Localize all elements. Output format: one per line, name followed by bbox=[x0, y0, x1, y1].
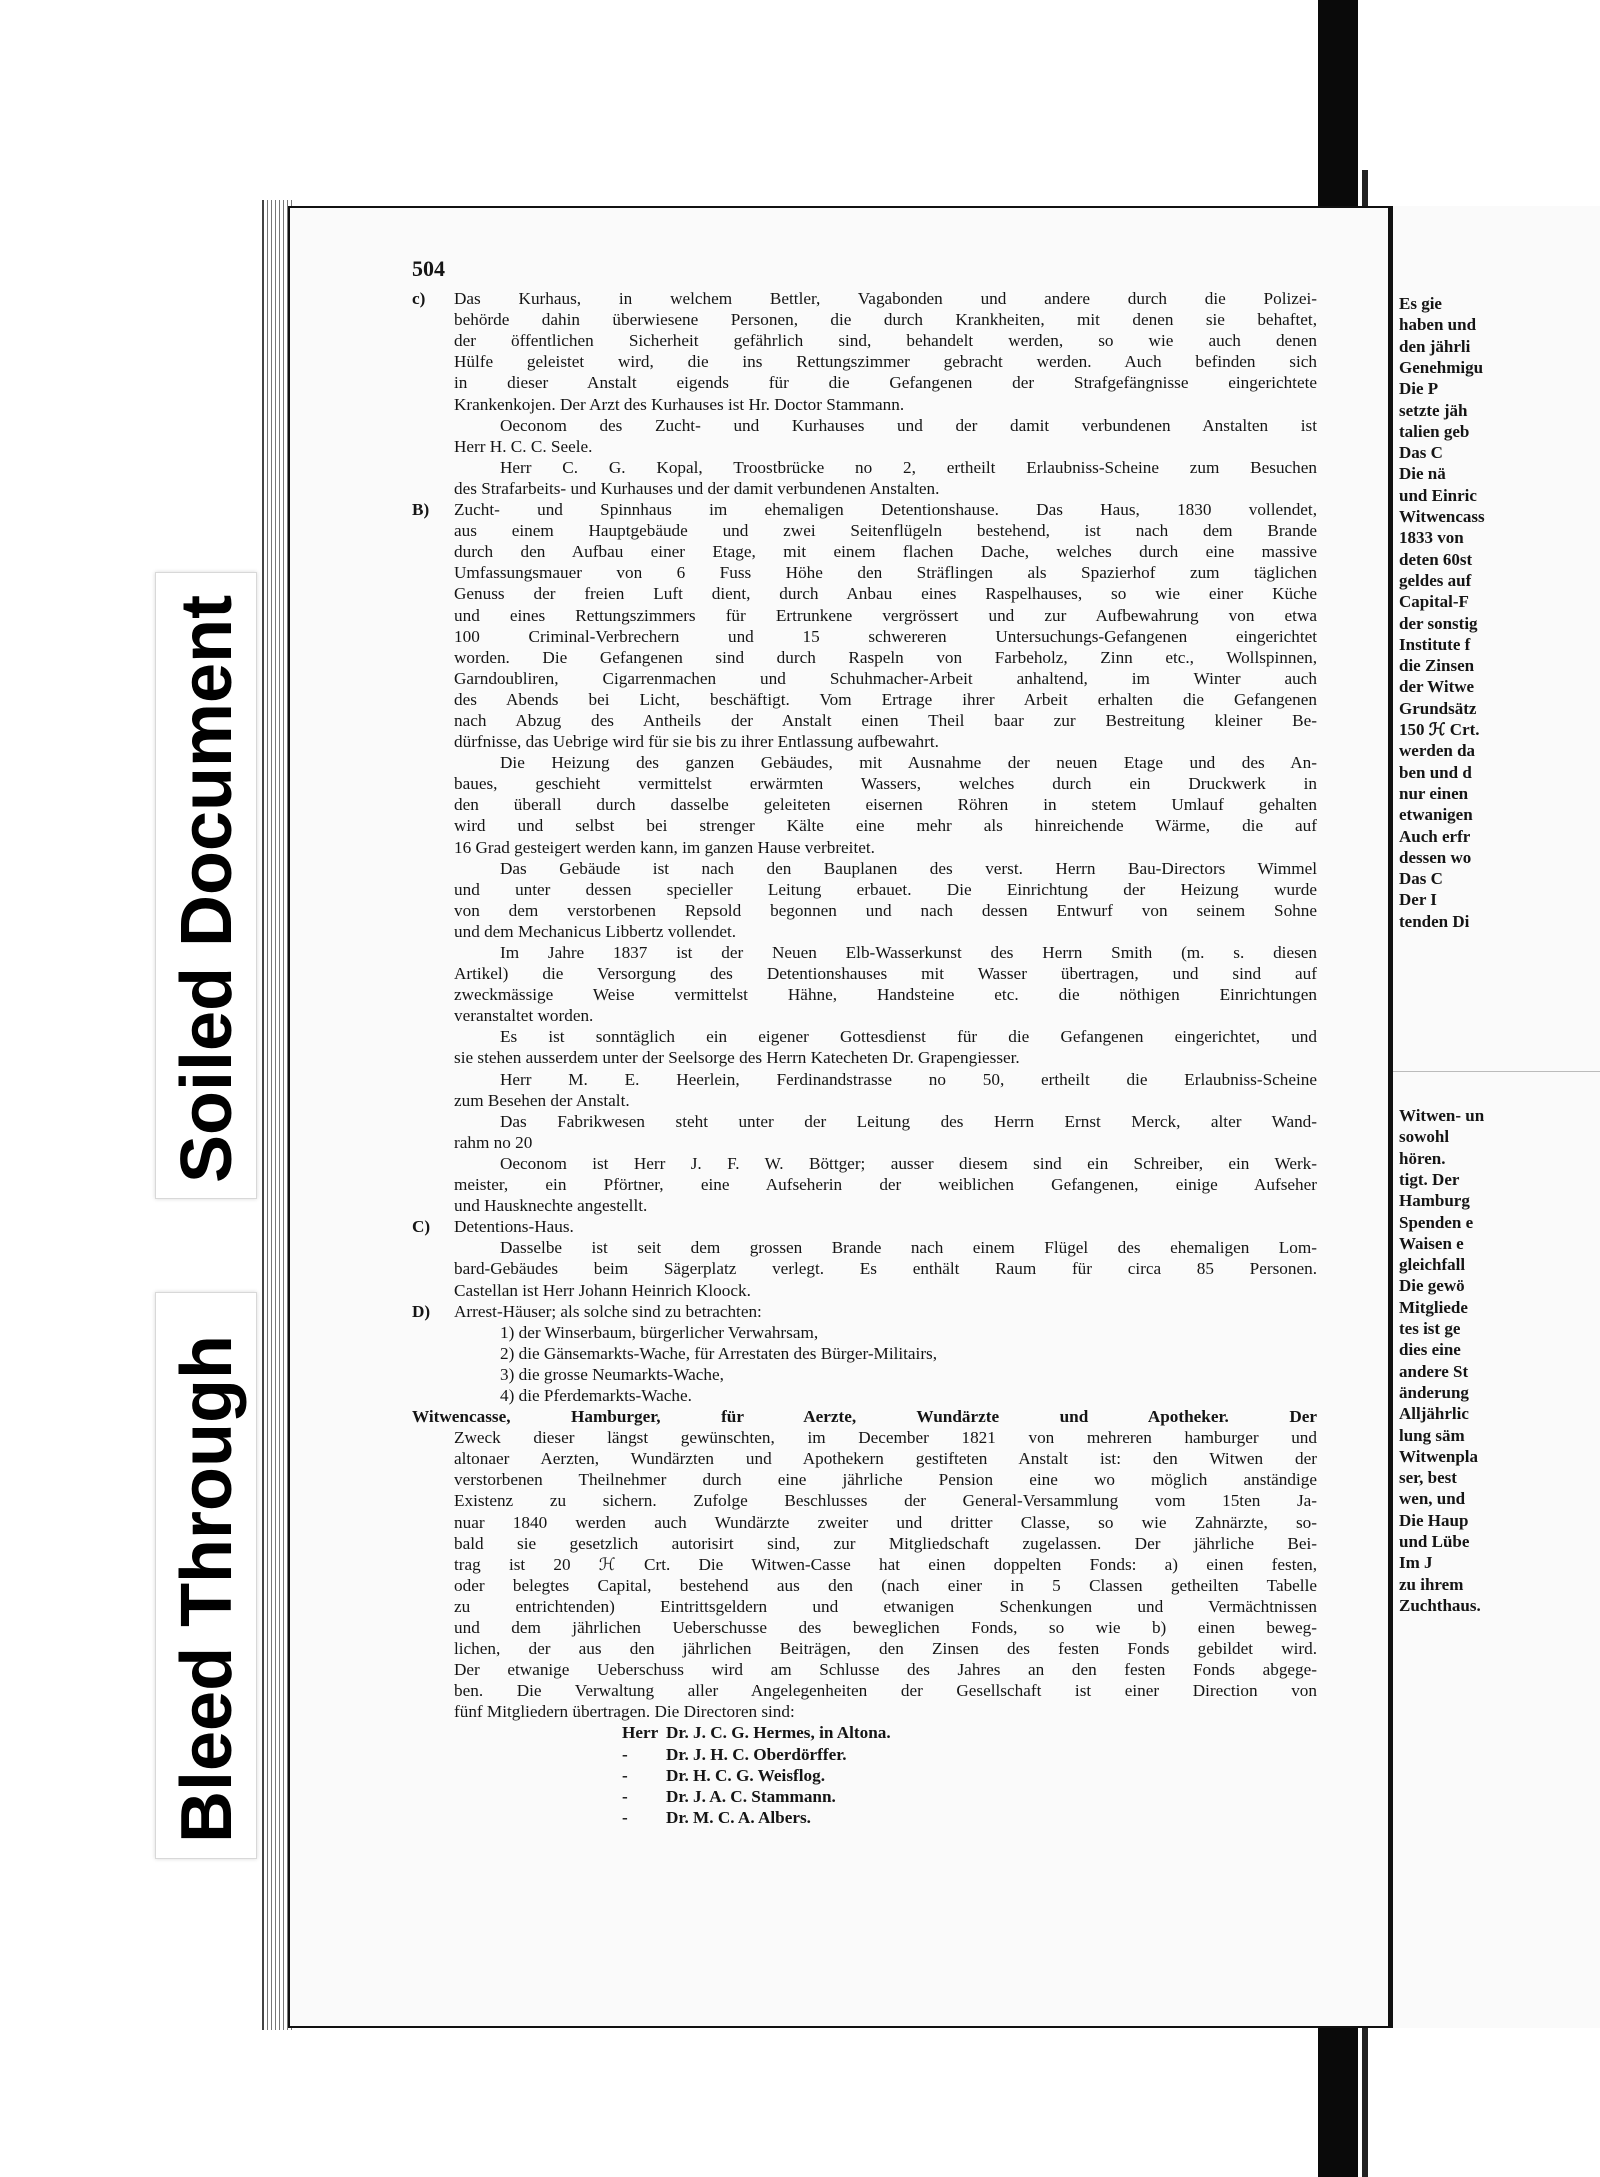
line-text: und Hausknechte angestellt. bbox=[454, 1196, 648, 1216]
text-line bbox=[454, 520, 1317, 541]
director-prefix: - bbox=[622, 1807, 628, 1827]
line-text: 100 Criminal-Verbrechern und 15 schwereren Untersuchungs-Gefangenen eingerichtet bbox=[454, 626, 1317, 646]
right-page-fragment: haben und bbox=[1399, 315, 1477, 335]
page-text bbox=[412, 258, 1317, 1828]
right-page-fragment: der sonstig bbox=[1399, 613, 1478, 633]
text-line bbox=[454, 1195, 1317, 1216]
text-line bbox=[454, 309, 1317, 330]
text-line bbox=[454, 837, 1317, 858]
right-page-fragment: sowohl bbox=[1399, 1127, 1450, 1147]
right-page-fragment: Spenden e bbox=[1399, 1212, 1474, 1232]
text-line bbox=[454, 415, 1317, 436]
text-line bbox=[454, 647, 1317, 668]
text-line bbox=[454, 351, 1317, 372]
right-page-fragment: etwanigen bbox=[1399, 805, 1473, 825]
right-page-fragment: Waisen e bbox=[1399, 1233, 1464, 1253]
text-line bbox=[454, 773, 1317, 794]
page-number: 504 bbox=[412, 256, 445, 281]
line-text: veranstaltet worden. bbox=[454, 1006, 594, 1026]
right-page-fragment: Das C bbox=[1399, 869, 1443, 889]
right-page-fragment: Auch erfr bbox=[1399, 826, 1471, 846]
line-text: behörde dahin überwiesene Personen, die durch Krankheiten, mit denen sie behaftet, bbox=[454, 310, 1317, 330]
soiled-document-label: Soiled Document bbox=[167, 594, 247, 1183]
text-line bbox=[454, 605, 1317, 626]
line-text: wird und selbst bei strenger Kälte eine mehr als hinreichende Wärme, die auf bbox=[454, 816, 1317, 836]
director-line bbox=[412, 1786, 1317, 1807]
right-page-fragment: tenden Di bbox=[1399, 911, 1470, 931]
text-line bbox=[454, 1047, 1317, 1068]
line-text: rahm no 20 bbox=[454, 1132, 533, 1152]
line-text: zweckmässige Weise vermittelst Hähne, Handsteine etc. die nöthigen Einrichtungen bbox=[454, 985, 1317, 1005]
entry-marker: D) bbox=[412, 1301, 431, 1321]
right-page-fragment: wen, und bbox=[1399, 1489, 1466, 1509]
witwencasse-line: altonaer Aerzten, Wundärzten und Apothekern gestifteten Anstalt ist: den Witwen der bbox=[454, 1449, 1317, 1469]
entry-block bbox=[412, 288, 1317, 499]
line-text: Im Jahre 1837 ist der Neuen Elb-Wasserkunst des Herrn Smith (m. s. diesen bbox=[500, 943, 1317, 962]
line-text: der öffentlichen Sicherheit gefährlich sind, behandelt werden, so wie auch denen bbox=[454, 331, 1317, 351]
director-prefix: - bbox=[622, 1744, 628, 1764]
right-page-fragment: dessen wo bbox=[1399, 847, 1472, 867]
bleed-through-label-box bbox=[155, 1292, 257, 1859]
witwencasse-line: oder belegtes Capital, bestehend aus den (nach einer in 5 Classen getheilten Tabelle bbox=[454, 1575, 1317, 1595]
line-text: Dasselbe ist seit dem grossen Brande nach einem Flügel des ehemaligen Lom- bbox=[500, 1238, 1317, 1258]
line-text: nach Abzug des Antheils der Anstalt einen Theil baar zur Bestreitung kleiner Be- bbox=[454, 710, 1317, 730]
right-page-fragment: Witwenpla bbox=[1399, 1446, 1479, 1466]
line-text: des Abends bei Licht, beschäftigt. Vom Ertrage ihrer Arbeit erhalten die Gefangenen bbox=[454, 689, 1317, 709]
text-line bbox=[412, 288, 1317, 309]
right-page-fragment: geldes auf bbox=[1399, 570, 1472, 590]
right-page-fragment: Es gie bbox=[1399, 294, 1442, 313]
text-line bbox=[454, 1280, 1317, 1301]
witwencasse-line: Existenz zu sichern. Zufolge Beschlusses der General-Versammlung vom 15ten Ja- bbox=[454, 1491, 1317, 1511]
witwencasse-line: nuar 1840 werden auch Wundärzte zweiter und dritter Classe, so wie Zahnärzte, so- bbox=[454, 1512, 1317, 1532]
text-line bbox=[454, 1090, 1317, 1111]
line-text: und eines Rettungszimmers für Ertrunkene vergrössert und zur Aufbewahrung von etwa bbox=[454, 605, 1317, 625]
witwencasse-line: Der etwanige Ueberschuss wird am Schlusse des Jahres an den festen Fonds abgege- bbox=[454, 1660, 1317, 1680]
text-line bbox=[454, 900, 1317, 921]
right-page-fragment: Grundsätz bbox=[1399, 698, 1477, 718]
line-text: aus einem Hauptgebäude und zwei Seitenflügeln bestehend, ist nach dem Brande bbox=[454, 521, 1317, 541]
line-text: sie stehen ausserdem unter der Seelsorge des Herrn Katecheten Dr. Grapengiesser. bbox=[454, 1048, 1020, 1068]
right-page-fragment: Witwencass bbox=[1399, 507, 1485, 526]
text-line bbox=[454, 710, 1317, 731]
director-line bbox=[412, 1765, 1317, 1786]
text-line bbox=[454, 1111, 1317, 1132]
witwencasse-entry bbox=[412, 1406, 1317, 1722]
text-line bbox=[454, 1026, 1317, 1047]
right-page-fragment: hören. bbox=[1399, 1148, 1446, 1168]
line-text: von dem verstorbenen Repsold begonnen und nach dessen Entwurf von seinem Sohne bbox=[454, 900, 1317, 920]
right-page-fragment: Capital-F bbox=[1399, 592, 1469, 612]
text-line bbox=[454, 963, 1317, 984]
text-line bbox=[454, 583, 1317, 604]
right-page-fragment: Institute f bbox=[1399, 634, 1471, 654]
line-text: den überall durch dasselbe geleiteten eisernen Röhren in stetem Umlauf gehalten bbox=[454, 795, 1317, 815]
right-page-fragment: Hamburg bbox=[1399, 1191, 1470, 1211]
soiled-document-label-box bbox=[155, 572, 257, 1199]
text-line bbox=[454, 1069, 1317, 1090]
witwencasse-line: und dem jährlichen Ueberschusse des beweglichen Fonds, so wie b) einen beweg- bbox=[454, 1618, 1317, 1637]
entry-marker: c) bbox=[412, 289, 426, 309]
line-text: Die Heizung des ganzen Gebäudes, mit Ausnahme der neuen Etage und des An- bbox=[500, 753, 1317, 773]
witwencasse-line: zu entrichtenden) Eintrittsgeldern und etwanigen Schenkungen und Vermächtnissen bbox=[454, 1596, 1317, 1616]
line-text: Umfassungsmauer von 6 Fuss Höhe den Sträflingen als Spazierhof zum täglichen bbox=[454, 563, 1317, 583]
directors-list bbox=[412, 1722, 1317, 1827]
director-name: Dr. J. A. C. Stammann. bbox=[666, 1786, 836, 1806]
right-page-fragment: ser, best bbox=[1399, 1468, 1457, 1488]
line-text: Krankenkojen. Der Arzt des Kurhauses ist Hr. Doctor Stammann. bbox=[454, 394, 905, 414]
right-page-fragment: änderung bbox=[1399, 1382, 1469, 1402]
right-page-fragment: tes ist ge bbox=[1399, 1319, 1461, 1338]
right-page-fragment: Im J bbox=[1399, 1553, 1433, 1573]
line-text: worden. Die Gefangenen sind durch Raspeln von Farbeholz, Zinn etc., Wollspinnen, bbox=[454, 647, 1317, 667]
right-page-fragment: 1833 von bbox=[1399, 528, 1464, 548]
text-line bbox=[454, 984, 1317, 1005]
line-text: und unter dessen specieller Leitung erbauet. Die Einrichtung der Heizung wurde bbox=[454, 879, 1317, 899]
entries bbox=[412, 288, 1317, 1322]
text-line bbox=[454, 1237, 1317, 1258]
line-text: bard-Gebäudes beim Sägerplatz verlegt. Es enthält Raum für circa 85 Personen. bbox=[454, 1259, 1317, 1279]
text-line bbox=[454, 794, 1317, 815]
text-line bbox=[454, 478, 1317, 499]
text-line bbox=[454, 626, 1317, 647]
right-page-fragment: lung säm bbox=[1399, 1425, 1465, 1445]
text-line bbox=[412, 499, 1317, 520]
director-line bbox=[412, 1744, 1317, 1765]
text-line bbox=[412, 1216, 1317, 1237]
right-page-fragment: der Witwe bbox=[1399, 677, 1475, 697]
entry-marker: B) bbox=[412, 500, 430, 520]
right-page-fragment: Der I bbox=[1399, 890, 1437, 910]
witwencasse-line: Witwencasse, Hamburger, für Aerzte, Wundärzte und Apotheker. Der bbox=[412, 1407, 1317, 1427]
line-text: Das Fabrikwesen steht unter der Leitung des Herrn Ernst Merck, alter Wand- bbox=[500, 1111, 1317, 1131]
line-text: durch den Aufbau einer Etage, mit einem flachen Dache, welches durch eine massive bbox=[454, 542, 1317, 562]
text-line bbox=[454, 330, 1317, 351]
right-page-fragment: Mitgliede bbox=[1399, 1297, 1468, 1317]
text-line bbox=[454, 1005, 1317, 1026]
right-page-fragment: setzte jäh bbox=[1399, 400, 1468, 420]
witwencasse-line: Zweck dieser längst gewünschten, im December 1821 von mehreren hamburger und bbox=[454, 1428, 1317, 1448]
text-line bbox=[454, 436, 1317, 457]
right-page-fragment: den jährli bbox=[1399, 336, 1471, 356]
text-line bbox=[454, 921, 1317, 942]
right-page-fragment: Alljährlic bbox=[1399, 1404, 1469, 1424]
line-text: Hülfe geleistet wird, die ins Rettungszimmer gebracht werden. Auch befinden sich bbox=[454, 352, 1317, 372]
text-line bbox=[454, 1153, 1317, 1174]
arrest-house-item: 1) der Winserbaum, bürgerlicher Verwahrsam, bbox=[500, 1322, 819, 1342]
right-page-fragment: und Lübe bbox=[1399, 1532, 1470, 1551]
arrest-house-item: 2) die Gänsemarkts-Wache, für Arrestaten des Bürger-Militairs, bbox=[500, 1343, 938, 1363]
arrest-house-item: 3) die grosse Neumarkts-Wache, bbox=[500, 1364, 724, 1384]
text-line bbox=[454, 942, 1317, 963]
arrest-house-item: 4) die Pferdemarkts-Wache. bbox=[500, 1385, 692, 1405]
line-text: Herr C. G. Kopal, Troostbrücke no 2, ertheilt Erlaubniss-Scheine zum Besuchen bbox=[500, 457, 1317, 477]
line-text: meister, ein Pförtner, eine Aufseherin der weiblichen Gefangenen, einige Aufseher bbox=[454, 1175, 1317, 1195]
director-name: Dr. J. C. G. Hermes, in Altona. bbox=[666, 1723, 891, 1743]
right-page-fragment: 150 ℋ Crt. bbox=[1399, 720, 1480, 739]
line-text: Zucht- und Spinnhaus im ehemaligen Detentionshause. Das Haus, 1830 vollendet, bbox=[454, 500, 1317, 520]
text-line bbox=[454, 752, 1317, 773]
line-text: Arrest-Häuser; als solche sind zu betrachten: bbox=[454, 1301, 762, 1321]
text-line bbox=[454, 668, 1317, 689]
right-page-fragment: deten 60st bbox=[1399, 549, 1473, 569]
text-line bbox=[454, 689, 1317, 710]
line-text: in dieser Anstalt eigends für die Gefangenen der Strafgefängnisse eingerichtete bbox=[454, 373, 1317, 393]
right-page-fragment: und Einric bbox=[1399, 485, 1477, 505]
witwencasse-line: bald sie gesetzlich autorisirt sind, zur Mitgliedschaft zugelassen. Der jährliche Bei- bbox=[454, 1533, 1317, 1553]
line-text: Das Gebäude ist nach den Bauplanen des verst. Herrn Bau-Directors Wimmel bbox=[500, 858, 1317, 878]
text-line bbox=[454, 731, 1317, 752]
line-text: Oeconom des Zucht- und Kurhauses und der damit verbundenen Anstalten ist bbox=[500, 415, 1317, 435]
bleed-through-label: Bleed Through bbox=[167, 1335, 247, 1843]
line-text: Artikel) die Versorgung des Detentionshauses mit Wasser übertragen, und sind auf bbox=[454, 964, 1317, 984]
right-page bbox=[1390, 206, 1600, 2028]
line-text: und dem Mechanicus Libbertz vollendet. bbox=[454, 921, 737, 941]
entry-block bbox=[412, 499, 1317, 1216]
text-line bbox=[454, 858, 1317, 879]
right-page-fragment: Zuchthaus. bbox=[1399, 1595, 1481, 1615]
line-text: baues, geschieht vermittelst erwärmten Wassers, welches durch ein Druckwerk in bbox=[454, 774, 1317, 794]
right-page-fragment: tigt. Der bbox=[1399, 1169, 1460, 1189]
right-page-fragment: Das C bbox=[1399, 443, 1443, 463]
line-text: Garndoubliren, Cigarrenmachen und Schuhmacher-Arbeit anhaltend, im Winter auch bbox=[454, 668, 1317, 688]
text-line bbox=[454, 815, 1317, 836]
right-page-fragment: Die gewö bbox=[1399, 1276, 1465, 1296]
witwencasse-line: lichen, der aus den jährlichen Beiträgen, den Zinsen des festen Fonds gebildet wird. bbox=[454, 1639, 1317, 1659]
right-page-fragment: zu ihrem bbox=[1399, 1574, 1464, 1594]
right-page-fragment: werden da bbox=[1399, 741, 1476, 761]
text-line bbox=[454, 541, 1317, 562]
right-page-fragment: gleichfall bbox=[1399, 1255, 1466, 1275]
witwencasse-line: verstorbenen Theilnehmer durch eine jährliche Pension eine wo möglich anständige bbox=[454, 1470, 1317, 1490]
line-text: zum Besehen der Anstalt. bbox=[454, 1090, 630, 1110]
witwencasse-line: fünf Mitgliedern übertragen. Die Directoren sind: bbox=[454, 1702, 795, 1722]
text-line bbox=[454, 372, 1317, 393]
director-name: Dr. J. H. C. Oberdörffer. bbox=[666, 1744, 847, 1764]
director-prefix: - bbox=[622, 1786, 628, 1806]
right-page-fragment: ben und d bbox=[1399, 762, 1472, 782]
line-text: Herr H. C. C. Seele. bbox=[454, 436, 593, 456]
line-text: 16 Grad gesteigert werden kann, im ganzen Hause verbreitet. bbox=[454, 837, 875, 857]
entry-marker: C) bbox=[412, 1217, 431, 1237]
text-line bbox=[412, 1301, 1317, 1322]
entry-block bbox=[412, 1216, 1317, 1300]
line-text: dürfnisse, das Uebrige wird für sie bis zu ihrer Entlassung aufbewahrt. bbox=[454, 732, 939, 752]
right-page-fragment: nur einen bbox=[1399, 783, 1469, 803]
right-page-fragment: dies eine bbox=[1399, 1340, 1461, 1360]
line-text: Genuss der freien Luft dient, durch Anbau eines Raspelhauses, so wie einer Küche bbox=[454, 584, 1317, 604]
witwencasse-line: ben. Die Verwaltung aller Angelegenheiten der Gesellschaft ist einer Direction von bbox=[454, 1681, 1317, 1701]
right-page-fragment: andere St bbox=[1399, 1361, 1469, 1381]
text-line bbox=[454, 394, 1317, 415]
entry-block bbox=[412, 1301, 1317, 1322]
line-text: des Strafarbeits- und Kurhauses und der damit verbundenen Anstalten. bbox=[454, 478, 940, 498]
line-text: Detentions-Haus. bbox=[454, 1217, 574, 1237]
director-name: Dr. H. C. G. Weisflog. bbox=[666, 1765, 825, 1785]
right-page-fragment: Witwen- un bbox=[1399, 1106, 1485, 1125]
director-line bbox=[412, 1722, 1317, 1743]
arrest-house-list bbox=[412, 1322, 1317, 1406]
right-page-fragment: die Zinsen bbox=[1399, 656, 1475, 676]
director-name: Dr. M. C. A. Albers. bbox=[666, 1807, 811, 1827]
right-page-divider bbox=[1393, 1071, 1600, 1072]
director-prefix: Herr bbox=[622, 1723, 659, 1743]
text-line bbox=[454, 879, 1317, 900]
right-page-fragment: Genehmigu bbox=[1399, 357, 1484, 377]
line-text: Es ist sonntäglich ein eigener Gottesdienst für die Gefangenen eingerichtet, und bbox=[500, 1027, 1317, 1047]
text-line bbox=[454, 562, 1317, 583]
right-page-fragment: Die Haup bbox=[1399, 1510, 1469, 1530]
text-line bbox=[454, 1174, 1317, 1195]
text-line bbox=[454, 457, 1317, 478]
right-page-fragment: talien geb bbox=[1399, 421, 1470, 441]
director-line bbox=[412, 1807, 1317, 1828]
line-text: Castellan ist Herr Johann Heinrich Kloock. bbox=[454, 1280, 751, 1300]
director-prefix: - bbox=[622, 1765, 628, 1785]
line-text: Das Kurhaus, in welchem Bettler, Vagabonden und andere durch die Polizei- bbox=[454, 289, 1317, 309]
right-page-fragment: Die nä bbox=[1399, 464, 1446, 484]
text-line bbox=[454, 1258, 1317, 1279]
text-line bbox=[454, 1132, 1317, 1153]
right-page-fragment: Die P bbox=[1399, 379, 1439, 399]
witwencasse-line: trag ist 20 ℋ Crt. Die Witwen-Casse hat einen doppelten Fonds: a) einen festen, bbox=[454, 1554, 1317, 1574]
line-text: Herr M. E. Heerlein, Ferdinandstrasse no 50, ertheilt die Erlaubniss-Scheine bbox=[500, 1069, 1317, 1089]
line-text: Oeconom ist Herr J. F. W. Böttger; ausser diesem sind ein Schreiber, ein Werk- bbox=[500, 1153, 1317, 1173]
